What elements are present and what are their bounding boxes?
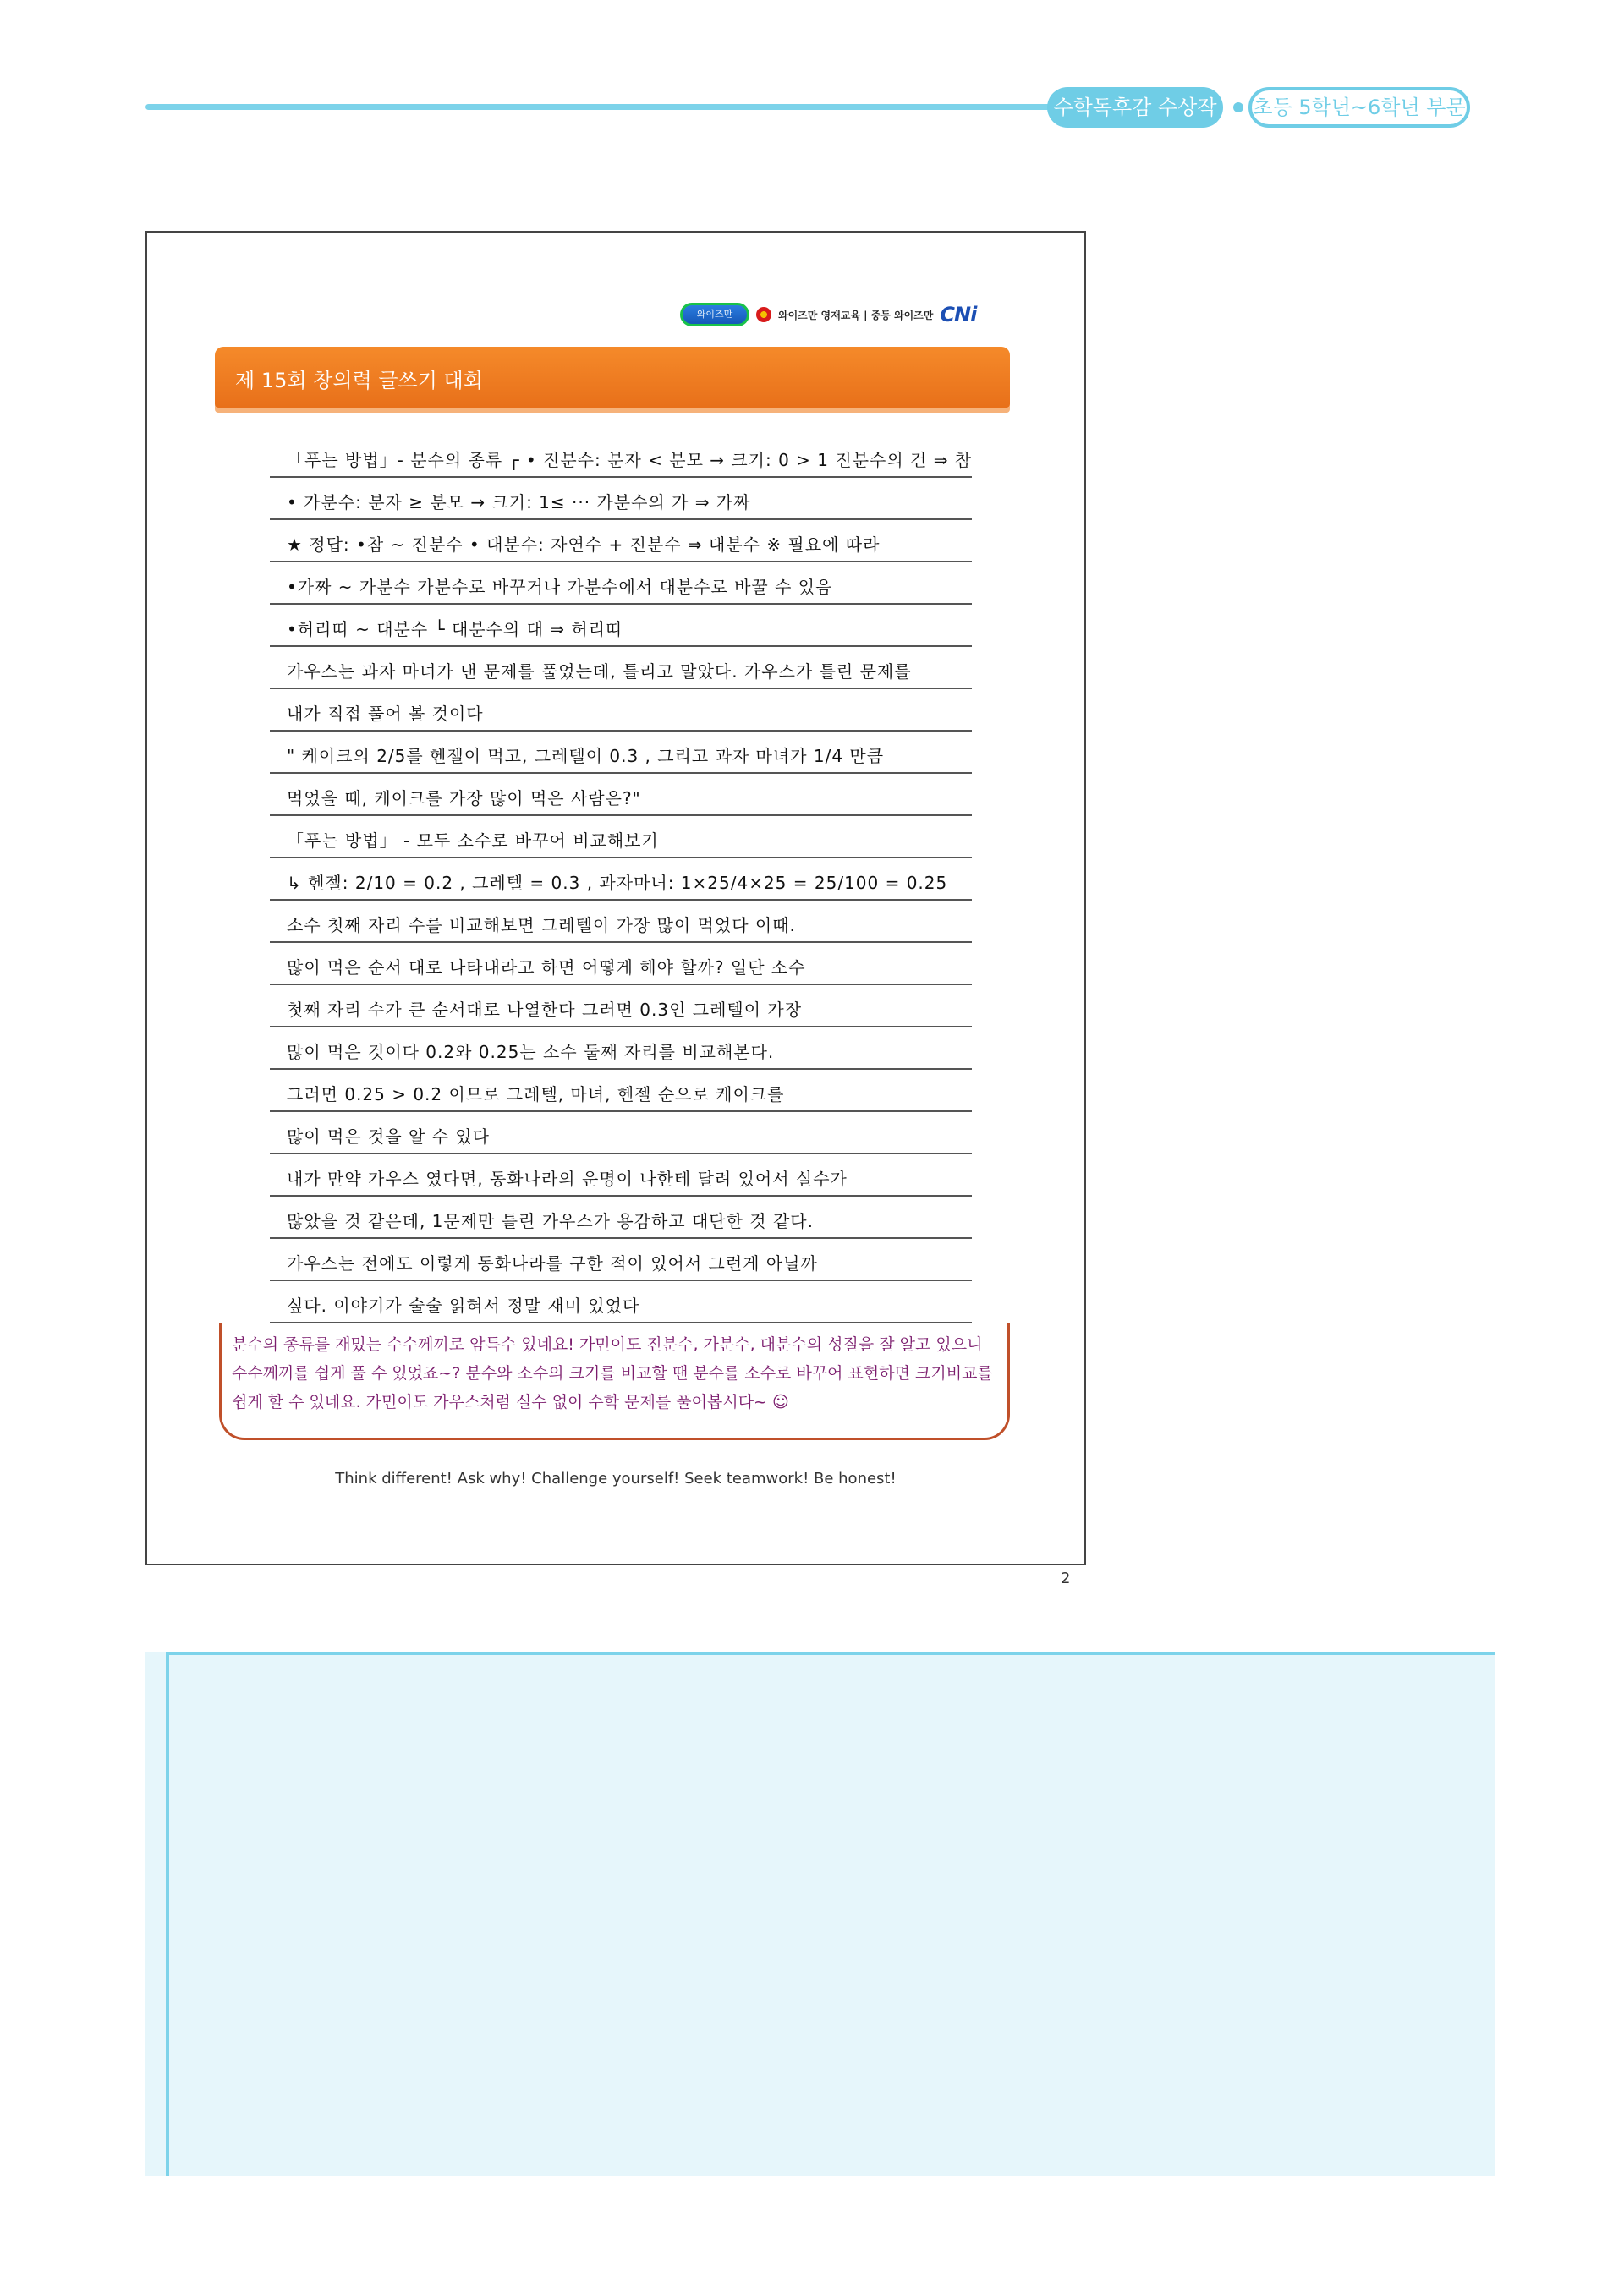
essay-line bbox=[270, 943, 972, 985]
category-chip: 수학독후감 수상작 bbox=[1047, 87, 1223, 128]
line-text: " 케이크의 2/5를 헨젤이 먹고, 그레텔이 0.3 , 그리고 과자 마녀가 1/4 만큼 bbox=[287, 746, 885, 766]
essay-line bbox=[270, 478, 972, 520]
line-text: 많이 먹은 것이다 0.2와 0.25는 소수 둘째 자리를 비교해본다. bbox=[287, 1042, 775, 1062]
essay-line bbox=[270, 1027, 972, 1070]
line-text: ↳ 헨젤: 2/10 = 0.2 , 그레텔 = 0.3 , 과자마녀: 1×25/4×25 = 25/100 = 0.25 bbox=[287, 873, 948, 893]
essay-line bbox=[270, 901, 972, 943]
line-text: 많이 먹은 순서 대로 나타내라고 하면 어떻게 해야 할까? 일단 소수 bbox=[287, 957, 806, 978]
line-text: 먹었을 때, 케이크를 가장 많이 먹은 사람은?" bbox=[287, 788, 641, 808]
essay-line bbox=[270, 985, 972, 1027]
essay-line bbox=[270, 858, 972, 901]
line-text: •허리띠 ~ 대분수 └ 대분수의 대 ⇒ 허리띠 bbox=[287, 619, 623, 639]
panel-top-border bbox=[166, 1652, 1495, 1655]
essay-line bbox=[270, 1070, 972, 1112]
essay-line bbox=[270, 1154, 972, 1197]
line-text: 「푸는 방법」- 분수의 종류 ┌ • 진분수: 분자 < 분모 → 크기: 0 > 1 진분수의 건 ⇒ 참 bbox=[287, 450, 972, 470]
header-rule bbox=[145, 104, 1059, 110]
contest-title: 제 15회 창의력 글쓰기 대회 bbox=[235, 369, 483, 392]
essay-line bbox=[270, 774, 972, 816]
essay-line bbox=[270, 436, 972, 478]
teacher-comment bbox=[219, 1323, 1010, 1440]
line-text: 첫째 자리 수가 큰 순서대로 나열한다 그러면 0.3인 그레텔이 가장 bbox=[287, 1000, 803, 1020]
line-text: 가우스는 전에도 이렇게 동화나라를 구한 적이 있어서 그런게 아닐까 bbox=[287, 1253, 818, 1274]
line-text: 싶다. 이야기가 술술 읽혀서 정말 재미 있었다 bbox=[287, 1296, 640, 1316]
motto-text: Think different! Ask why! Challenge yourself! Seek teamwork! Be honest! bbox=[335, 1470, 897, 1488]
contest-banner bbox=[215, 347, 1010, 408]
essay-line bbox=[270, 732, 972, 774]
handwritten-essay bbox=[270, 436, 972, 1323]
essay-line bbox=[270, 1112, 972, 1154]
essay-line bbox=[270, 520, 972, 562]
cni-logo: CNi bbox=[940, 303, 977, 326]
logo-bar bbox=[680, 300, 1001, 329]
essay-line bbox=[270, 1281, 972, 1323]
flower-icon bbox=[756, 307, 771, 322]
essay-line bbox=[270, 1197, 972, 1239]
wiseman-logo: 와이즈만 bbox=[680, 303, 749, 326]
line-text: ★ 정답: •참 ~ 진분수 • 대분수: 자연수 + 진분수 ⇒ 대분수 ※ 필요에 따라 bbox=[287, 534, 881, 555]
line-text: 많이 먹은 것을 알 수 있다 bbox=[287, 1126, 490, 1147]
line-text: 가우스는 과자 마녀가 낸 문제를 풀었는데, 틀리고 말았다. 가우스가 틀린 문제를 bbox=[287, 661, 912, 682]
line-text: • 가분수: 분자 ≥ 분모 → 크기: 1≤ ··· 가분수의 가 ⇒ 가짜 bbox=[287, 492, 751, 512]
essay-line bbox=[270, 562, 972, 605]
panel-left-border bbox=[166, 1652, 169, 2176]
blank-panel bbox=[145, 1652, 1495, 2176]
line-text: 내가 만약 가우스 였다면, 동화나라의 운명이 나한테 달려 있어서 실수가 bbox=[287, 1169, 848, 1189]
line-text: 많았을 것 같은데, 1문제만 틀린 가우스가 용감하고 대단한 것 같다. bbox=[287, 1211, 814, 1231]
line-text: 「푸는 방법」 - 모두 소수로 바꾸어 비교해보기 bbox=[287, 830, 659, 851]
separator-dot bbox=[1233, 102, 1243, 112]
line-text: 소수 첫째 자리 수를 비교해보면 그레텔이 가장 많이 먹었다 이때. bbox=[287, 915, 796, 935]
logo-caption: 와이즈만 영재교육 | 중등 와이즈만 bbox=[778, 309, 934, 321]
essay-line bbox=[270, 605, 972, 647]
essay-line bbox=[270, 816, 972, 858]
essay-line bbox=[270, 689, 972, 732]
grade-chip: 초등 5학년~6학년 부문 bbox=[1248, 87, 1470, 128]
line-text: •가짜 ~ 가분수 가분수로 바꾸거나 가분수에서 대분수로 바꿀 수 있음 bbox=[287, 577, 833, 597]
page-number: 2 bbox=[1061, 1570, 1071, 1587]
line-text: 그러면 0.25 > 0.2 이므로 그레텔, 마녀, 헨젤 순으로 케이크를 bbox=[287, 1084, 785, 1104]
essay-line bbox=[270, 1239, 972, 1281]
essay-line bbox=[270, 647, 972, 689]
line-text: 내가 직접 풀어 볼 것이다 bbox=[287, 704, 484, 724]
comment-text: 분수의 종류를 재밌는 수수께끼로 암특수 있네요! 가민이도 진분수, 가분수, 대분수의 성질을 잘 알고 있으니 수수께끼를 쉽게 풀 수 있었죠~? 분수와 소수의 크기를 비교할 땐 분수를 소수로 바꾸어 표현하면 크기비교를 쉽게 할 수 있네요. 가민이도 가우스처럼 실수 없이 수학 문제를 풀어봅시다~ ☺ bbox=[232, 1335, 993, 1411]
scanned-page bbox=[145, 231, 1086, 1565]
